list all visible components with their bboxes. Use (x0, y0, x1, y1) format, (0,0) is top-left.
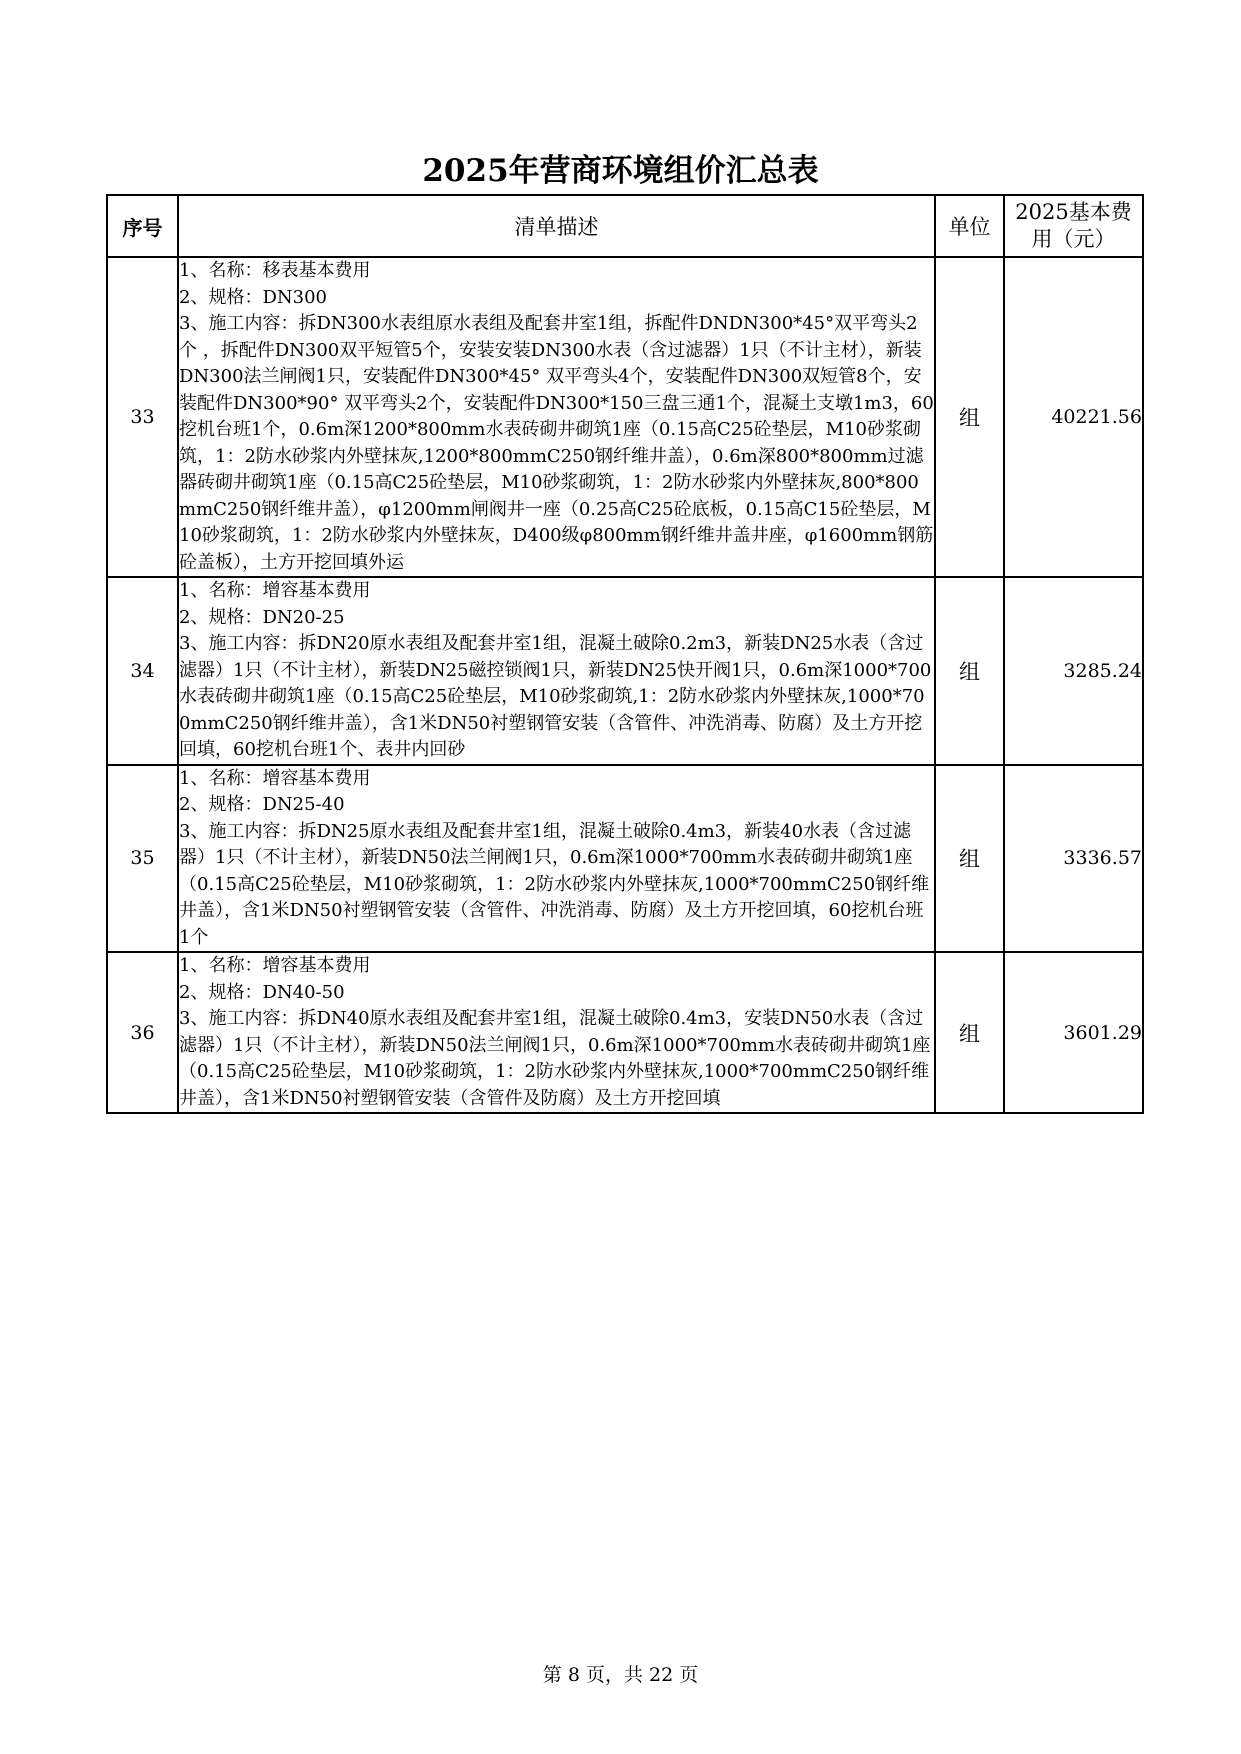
header-seq: 序号 (107, 195, 178, 257)
table-row (107, 257, 1143, 577)
table-row (107, 952, 1143, 1113)
row-seq: 34 (107, 577, 178, 765)
row-seq: 33 (107, 257, 178, 577)
row-unit: 组 (935, 257, 1004, 577)
row-price: 3601.29 (1004, 952, 1143, 1113)
row-seq: 35 (107, 765, 178, 953)
table-row (107, 765, 1143, 953)
row-price: 40221.56 (1004, 257, 1143, 577)
row-price: 3285.24 (1004, 577, 1143, 765)
row-seq: 36 (107, 952, 178, 1113)
price-summary-table (106, 194, 1144, 1114)
row-unit: 组 (935, 765, 1004, 953)
header-desc: 清单描述 (178, 195, 935, 257)
row-desc: 1、名称：增容基本费用 2、规格：DN20-25 3、施工内容：拆DN20原水表组及配套井室1组，混凝土破除0.2m3，新装DN25水表（含过滤器）1只（不计主材），新装DN25磁控锁阀1只，新装DN25快开阀1只，0.6m深1000*700水表砖砌井砌筑1座（0.15高C25砼垫层，M10砂浆砌筑,1：2防水砂浆内外壁抹灰,1000*700mmC250钢纤维井盖），含1米DN50衬塑钢管安装（含管件、冲洗消毒、防腐）及土方开挖回填，60挖机台班1个、表井内回砂 (178, 577, 935, 765)
header-unit: 单位 (935, 195, 1004, 257)
page-title: 2025年营商环境组价汇总表 (422, 153, 819, 189)
table-header-row (107, 195, 1143, 257)
row-desc: 1、名称：移表基本费用 2、规格：DN300 3、施工内容：拆DN300水表组原水表组及配套井室1组，拆配件DNDN300*45°双平弯头2个 ，拆配件DN300双平短管5个，安装安装DN300水表（含过滤器）1只（不计主材），新装DN300法兰闸阀1只，安装配件DN300*45° 双平弯头4个，安装配件DN300双短管8个，安装配件DN300*90° 双平弯头2个，安装配件DN300*150三盘三通1个，混凝土支墩1m3，60挖机台班1个，0.6m深1200*800mm水表砖砌井砌筑1座（0.15高C25砼垫层，M10砂浆砌筑，1：2防水砂浆内外壁抹灰,1200*800mmC250钢纤维井盖），0.6m深800*800mm过滤器砖砌井砌筑1座（0.15高C25砼垫层，M10砂浆砌筑，1：2防水砂浆内外壁抹灰,800*800mmC250钢纤维井盖），φ1200mm闸阀井一座（0.25高C25砼底板，0.15高C15砼垫层，M10砂浆砌筑，1：2防水砂浆内外壁抹灰，D400级φ800mm钢纤维井盖井座，φ1600mm钢筋砼盖板），土方开挖回填外运 (178, 257, 935, 577)
row-desc: 1、名称：增容基本费用 2、规格：DN40-50 3、施工内容：拆DN40原水表组及配套井室1组，混凝土破除0.4m3，安装DN50水表（含过滤器）1只（不计主材），新装DN50法兰闸阀1只，0.6m深1000*700mm水表砖砌井砌筑1座（0.15高C25砼垫层，M10砂浆砌筑，1：2防水砂浆内外壁抹灰,1000*700mmC250钢纤维井盖），含1米DN50衬塑钢管安装（含管件及防腐）及土方开挖回填 (178, 952, 935, 1113)
table-row (107, 577, 1143, 765)
row-price: 3336.57 (1004, 765, 1143, 953)
page-footer: 第 8 页，共 22 页 (542, 1664, 699, 1686)
row-unit: 组 (935, 952, 1004, 1113)
row-desc: 1、名称：增容基本费用 2、规格：DN25-40 3、施工内容：拆DN25原水表组及配套井室1组，混凝土破除0.4m3，新装40水表（含过滤器）1只（不计主材），新装DN50法兰闸阀1只，0.6m深1000*700mm水表砖砌井砌筑1座（0.15高C25砼垫层，M10砂浆砌筑，1：2防水砂浆内外壁抹灰,1000*700mmC250钢纤维井盖），含1米DN50衬塑钢管安装（含管件、冲洗消毒、防腐）及土方开挖回填，60挖机台班1个 (178, 765, 935, 953)
header-fee: 2025基本费用（元） (1004, 195, 1143, 257)
row-unit: 组 (935, 577, 1004, 765)
